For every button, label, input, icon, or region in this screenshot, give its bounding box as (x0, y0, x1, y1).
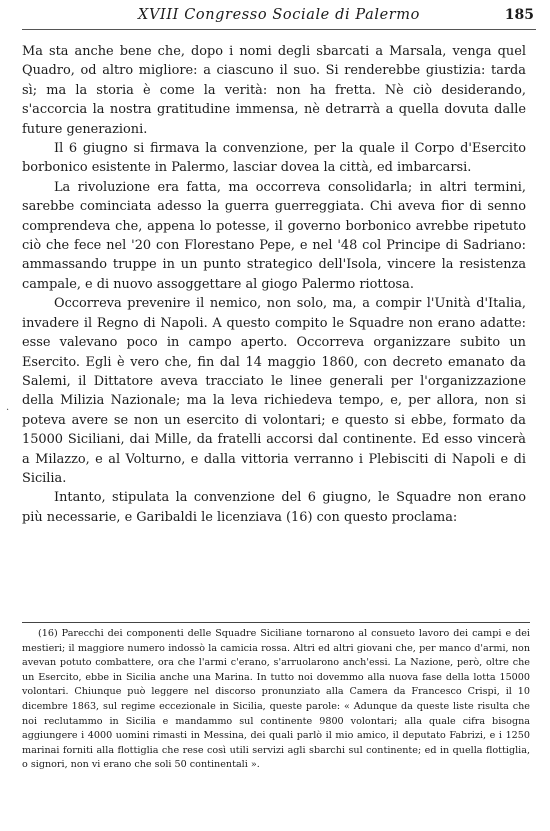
footnotes (22, 622, 530, 773)
paragraph: Intanto, stipulata la convenzione del 6 giugno, le Squadre non erano più necessarie, e Garibaldi le licenziava (16) con questo proclama: (22, 490, 526, 525)
paragraph: Il 6 giugno si firmava la convenzione, per la quale il Corpo d'Esercito borbonico esistente in Palermo, lasciar dovea la città, ed imbarcarsi. (22, 141, 526, 176)
paragraph: Ma sta anche bene che, dopo i nomi degli sbarcati a Marsala, venga quel Quadro, od altro migliore: a ciascuno il suo. Si renderebbe giustizia: tarda sì; ma la storia è come la verità: non ha fretta. Nè ciò desiderando, s'accorcia la nostra gratitudine immensa, nè detrarrà a quella dovuta dalle future generazioni. (22, 44, 526, 137)
running-header (22, 7, 536, 30)
main-text (22, 42, 526, 527)
paragraph: Occorreva prevenire il nemico, non solo, ma, a compir l'Unità d'Italia, invadere il Regno di Napoli. A questo compito le Squadre non erano adatte: esse valevano poco in campo aperto. Occorreva organizzare subito un Esercito. Egli è vero che, fin dal 14 maggio 1860, con decreto emanato da Salemi, il Dittatore aveva tracciato le linee generali per l'organizzazione della Milizia Nazionale; ma la leva richiedeva tempo, e, per allora, non si poteva avere se non un esercito di volontari; e questo si ebbe, formato da 15000 Siciliani, dai Mille, da fratelli accorsi dal continente. Ed esso vincerà a Milazzo, e al Volturno, e dalla vittoria verranno i Plebisciti di Napoli e di Sicilia. (22, 296, 526, 486)
paragraph: La rivoluzione era fatta, ma occorreva consolidarla; in altri termini, sarebbe cominciata adesso la guerra guerreggiata. Chi aveva fior di senno comprendeva che, appena lo potesse, il governo borbonico avrebbe ripetuto ciò che fece nel '20 con Florestano Pepe, e nel '48 col Principe di Sadriano: ammassando truppe in un punto strategico dell'Isola, vincere la resistenza campale, e di nuovo assoggettare al giogo Palermo riottosa. (22, 179, 526, 292)
footnote: (16) Parecchi dei componenti delle Squadre Siciliane tornarono al consueto lavoro dei campi e dei mestieri; il maggiore numero indossò la camicia rossa. Altri ed altri giovani che, per manco d'armi, non avevan potuto combattere, ora che l'armi c'erano, s'arruolarono anch'essi. La Nazione, però, oltre che un Esercito, ebbe in Sicilia anche una Marina. In tutto noi dovemmo alla nuova fase della lotta 15000 volontari. Chiunque può leggere nel discorso pronunziato alla Camera da Francesco Crispi, il 10 dicembre 1863, sul regime eccezionale in Sicilia, queste parole: « Adunque da queste liste risulta che noi reclutammo in Sicilia e mandammo sul continente 9800 volontari; alla quale cifra bisogna aggiungere i 4000 uomini rimasti in Messina, dei quali parlò il mio amico, il deputato Fabrizi, e i 1250 marinai forniti alla flottiglia che rese così utili servizi agli sbarchi sul continente; ed in quella flottiglia, o signori, non vi erano che soli 50 continentali ». (22, 628, 530, 771)
page-number: 185 (504, 7, 534, 23)
header-title: XVIII Congresso Sociale di Palermo (138, 7, 420, 23)
margin-mark: · (6, 405, 10, 416)
